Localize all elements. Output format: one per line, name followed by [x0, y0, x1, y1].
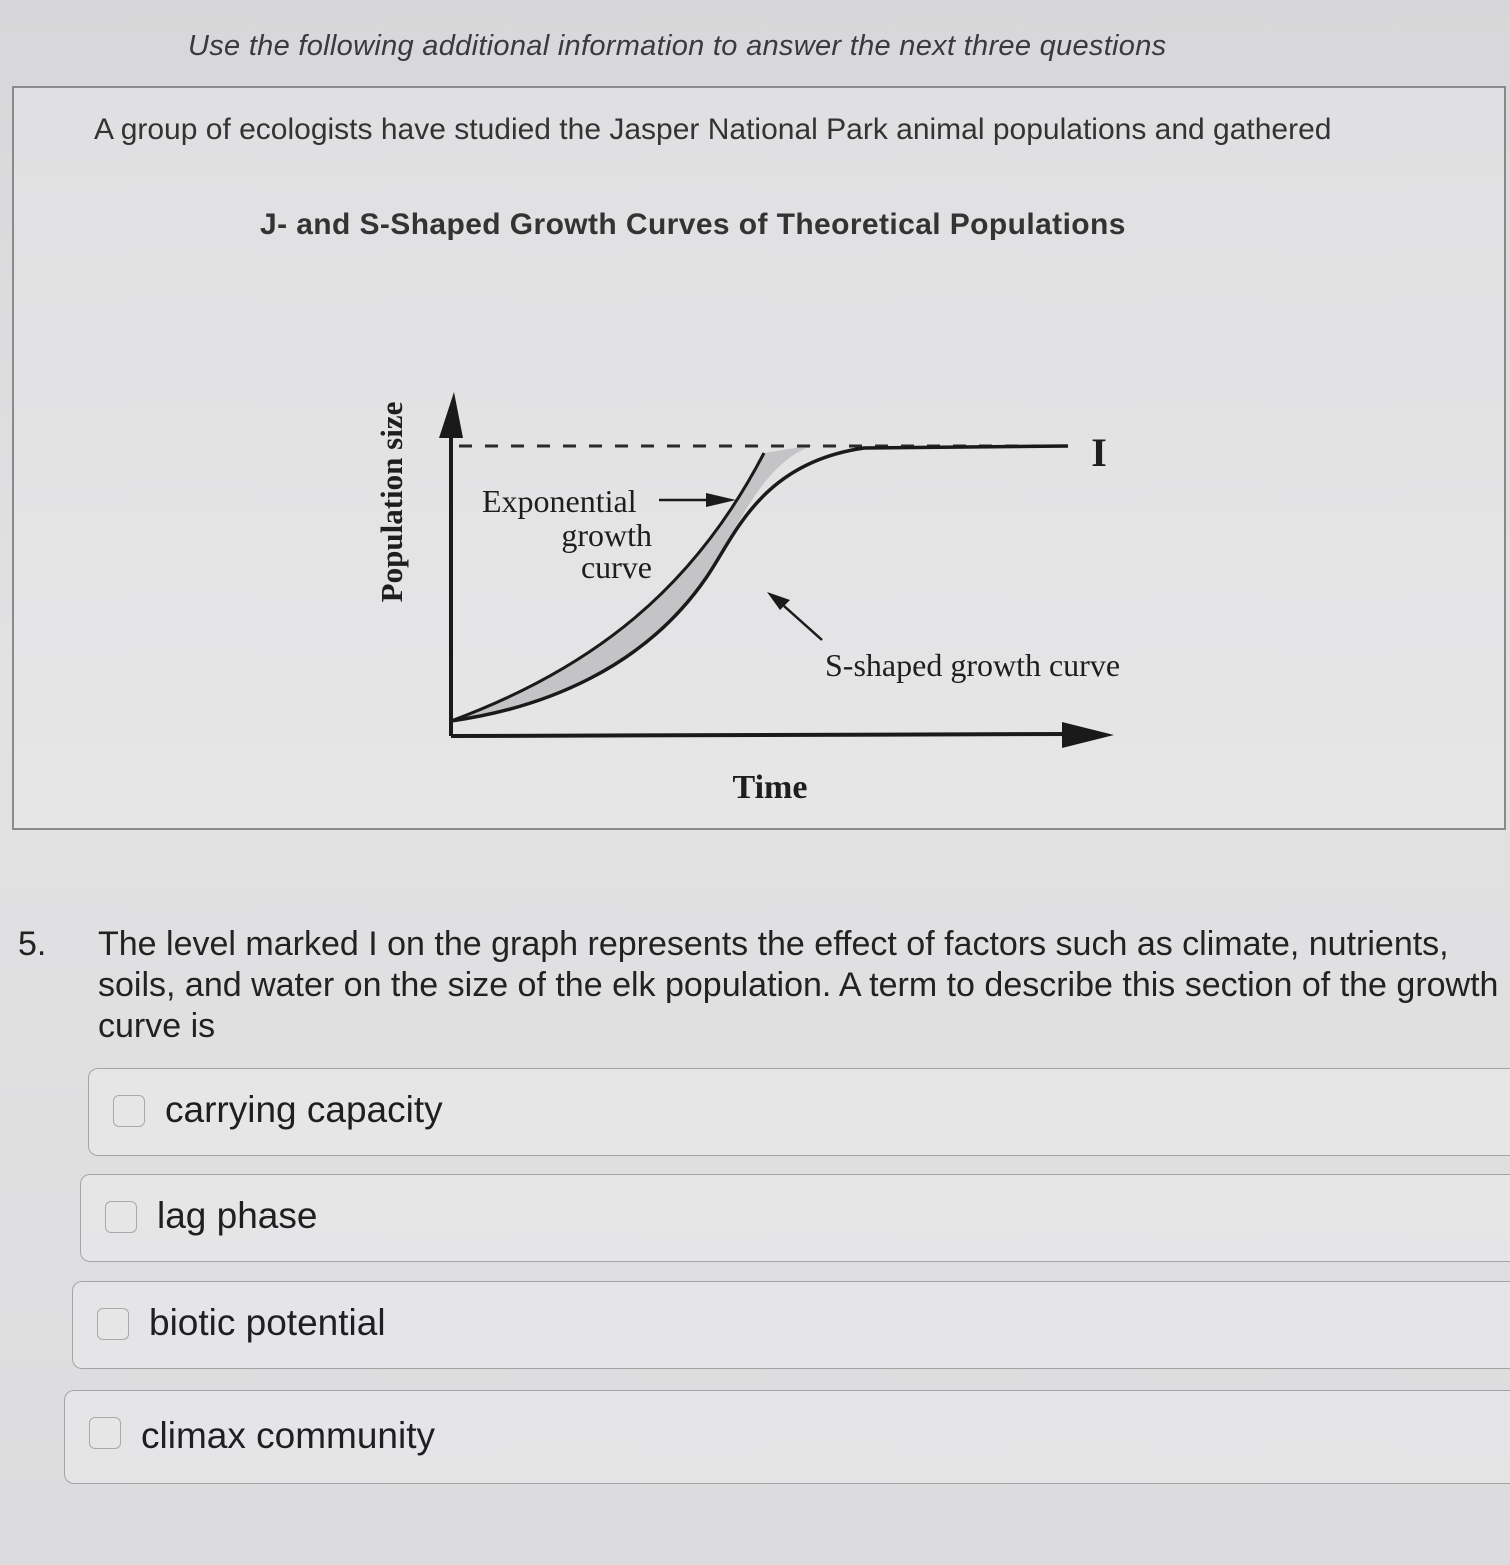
x-axis-arrow: [1062, 722, 1114, 748]
option-biotic-potential[interactable]: [72, 1281, 1510, 1369]
info-panel: [12, 86, 1506, 830]
option-label: lag phase: [157, 1195, 318, 1236]
option-checkbox[interactable]: [105, 1201, 137, 1233]
option-climax-community[interactable]: [64, 1390, 1510, 1484]
option-label: carrying capacity: [165, 1089, 443, 1130]
option-label: climax community: [141, 1415, 435, 1456]
info-text: A group of ecologists have studied the Jasper National Park animal populations and gathered: [94, 113, 1332, 146]
instructions-text: Use the following additional information to answer the next three questions: [188, 30, 1167, 62]
x-axis: [451, 734, 1072, 736]
exponential-arrow-head: [706, 493, 736, 507]
exponential-label-line3: curve: [580, 549, 652, 585]
s-curve-label: S-shaped growth curve: [825, 647, 1121, 683]
option-carrying-capacity[interactable]: [88, 1068, 1510, 1156]
y-axis-label: Population size: [374, 401, 409, 603]
option-checkbox[interactable]: [113, 1095, 145, 1127]
exponential-label-line1: Exponential: [482, 483, 637, 519]
option-label: biotic potential: [149, 1302, 386, 1343]
y-axis-arrow: [439, 392, 463, 438]
question-number: 5.: [18, 925, 47, 963]
question-text: The level marked I on the graph represents the effect of factors such as climate, nutrients, soils, and water on the size of the elk population. A term to describe this section of the growth curve is: [98, 925, 1499, 1045]
option-lag-phase[interactable]: [80, 1174, 1510, 1262]
exponential-label-line2: growth: [561, 517, 652, 553]
s-curve-arrow-line: [784, 606, 822, 640]
x-axis-label: Time: [732, 769, 808, 806]
option-checkbox[interactable]: [89, 1417, 121, 1449]
growth-curve-chart: [344, 288, 1174, 808]
level-marker: I: [1091, 430, 1107, 475]
figure-title: J- and S-Shaped Growth Curves of Theoretical Populations: [260, 208, 1126, 241]
option-checkbox[interactable]: [97, 1308, 129, 1340]
